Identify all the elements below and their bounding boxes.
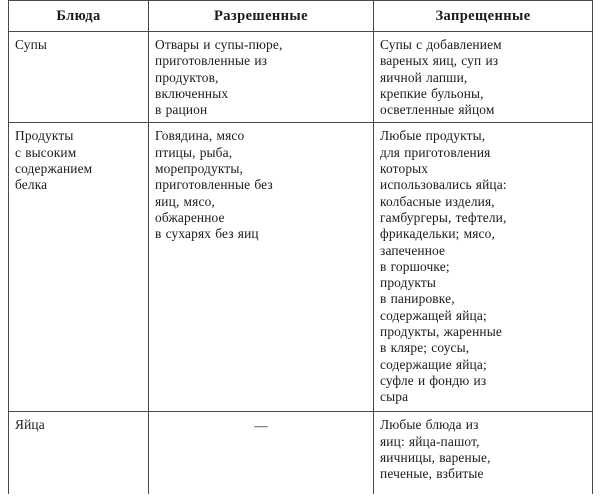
cell-text: Супы: [15, 37, 48, 52]
cell-dish-high-protein: [9, 123, 149, 412]
cell-text: Любые блюда из яиц: яйца-пашот, яичницы, вареные, печеные, взбитые: [380, 417, 491, 482]
table-row: [9, 32, 593, 123]
cell-text: Отвары и супы-пюре, приготовленные из продуктов, включенных в рацион: [155, 37, 283, 118]
cell-allowed-eggs: [149, 412, 374, 495]
cell-text: Любые продукты, для приготовления которых использовались яйца: колбасные изделия, гамбургеры, тефтели, фрикадельки; мясо, запеченное в горшочке; продукты в панировке, содержащей яйца; продукты, жаренные в кляре; соусы, содержащие яйца; суфле и фондю из сыра: [380, 128, 507, 405]
cell-forbidden-eggs: [374, 412, 593, 495]
table-row: [9, 123, 593, 412]
cell-text: Говядина, мясо птицы, рыба, морепродукты, приготовленные без яиц, мясо, обжаренное в сухарях без яиц: [155, 128, 273, 242]
cell-dish-soups: [9, 32, 149, 123]
cell-text-dash: —: [254, 418, 268, 434]
diet-restrictions-table: [8, 0, 593, 494]
column-header-forbidden: Запрещенные: [374, 1, 593, 32]
table-body: [9, 32, 593, 495]
cell-allowed-soups: [149, 32, 374, 123]
cell-text: Продукты с высоким содержанием белка: [15, 128, 93, 193]
cell-forbidden-soups: [374, 32, 593, 123]
table-header: [9, 1, 593, 32]
cell-forbidden-high-protein: [374, 123, 593, 412]
cell-text: Супы с добавлением вареных яиц, суп из яичной лапши, крепкие бульоны, осветленные яйцом: [380, 37, 502, 118]
table-row: [9, 412, 593, 495]
cell-allowed-high-protein: [149, 123, 374, 412]
column-header-allowed: Разрешенные: [149, 1, 374, 32]
header-row: [9, 1, 593, 32]
cell-dish-eggs: [9, 412, 149, 495]
column-header-dishes: Блюда: [9, 1, 149, 32]
cell-text: Яйца: [15, 417, 45, 433]
